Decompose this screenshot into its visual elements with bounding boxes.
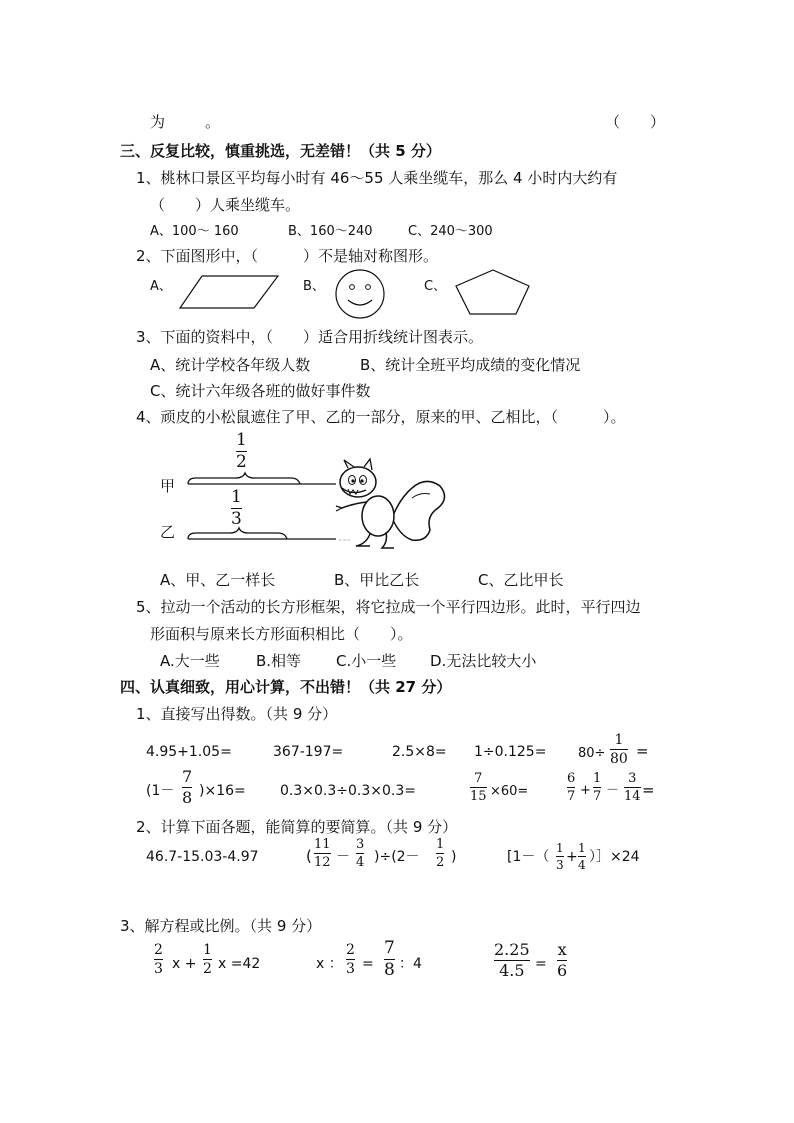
q2-option-a: A、 xyxy=(150,279,172,294)
label-yi: 乙 xyxy=(160,523,176,541)
eq3-fraction-a: 2.25 4.5 xyxy=(494,940,530,980)
eq2-eq: = xyxy=(362,956,374,972)
line-wei: 为 xyxy=(150,113,166,131)
eq2-fraction-a: 2 3 xyxy=(346,942,355,977)
parallelogram-icon xyxy=(178,274,288,314)
q4-option-b: B、甲比乙长 xyxy=(334,571,420,589)
q1-option-c: C、240～300 xyxy=(408,224,493,239)
simplify-e2-fraction-c: 1 2 xyxy=(436,837,445,870)
calc-e6-suffix: )×16= xyxy=(199,783,246,799)
q4-option-c: C、乙比甲长 xyxy=(478,571,564,589)
brace-yi xyxy=(186,527,346,547)
part1-title: 1、直接写出得数。（共 9 分） xyxy=(136,705,338,723)
q2-option-c: C、 xyxy=(424,279,447,294)
simplify-e2-mid: )÷(2－ xyxy=(374,849,420,865)
eq1-x2: x =42 xyxy=(218,956,261,972)
eq2-fraction-b: 7 8 xyxy=(384,938,395,980)
calc-e6-prefix: (1－ xyxy=(146,783,175,799)
eq3-fraction-b: x 6 xyxy=(557,940,568,980)
calc-e9-fraction-b: 1 7 xyxy=(593,771,602,804)
eq2-tail: ：4 xyxy=(399,956,422,972)
simplify-e2-op: － xyxy=(336,849,350,865)
calc-e9-eq: = xyxy=(642,781,655,799)
calc-e5-prefix: 80÷ xyxy=(578,746,606,761)
simplify-e3-open: [1－（ xyxy=(507,849,550,865)
eq1-fraction-b: 1 2 xyxy=(203,942,212,977)
eq1-fraction-a: 2 3 xyxy=(154,942,163,977)
calc-e9-op1: + xyxy=(580,783,591,798)
calc-e6-fraction: 7 8 xyxy=(182,767,193,807)
smiley-face-icon xyxy=(334,268,390,324)
q5-text: 5、拉动一个活动的长方形框架，将它拉成一个平行四边形。此时，平行四边 xyxy=(136,598,641,616)
part2-title: 2、计算下面各题，能简算的要简算。（共 9 分） xyxy=(136,818,458,836)
simplify-e3-close: ）］×24 xyxy=(589,849,640,865)
q3-option-b: B、统计全班平均成绩的变化情况 xyxy=(360,356,581,374)
answer-paren: （ ） xyxy=(605,113,666,131)
eq2-x: x ： xyxy=(316,956,343,972)
q3-option-c: C、统计六年级各班的做好事件数 xyxy=(150,382,371,400)
q5-text2: 形面积与原来长方形面积相比（ ）。 xyxy=(150,625,413,643)
q1-text: 1、桃林口景区平均每小时有 46～55 人乘坐缆车，那么 4 小时内大约有 xyxy=(136,169,618,187)
svg-text:~~~: ~~~ xyxy=(338,538,351,544)
q1-option-a: A、100～ 160 xyxy=(150,224,239,239)
calc-e5-eq: = xyxy=(636,742,649,760)
pentagon-icon xyxy=(454,268,534,318)
q4-text: 4、顽皮的小松鼠遮住了甲、乙的一部分，原来的甲、乙相比，（ ）。 xyxy=(136,408,626,426)
calc-e2: 367-197= xyxy=(273,744,344,760)
calc-e8-fraction: 7 15 xyxy=(470,771,487,804)
q5-option-c: C.小一些 xyxy=(336,652,397,670)
label-jia: 甲 xyxy=(160,477,176,495)
calc-e9-op2: － xyxy=(606,783,620,798)
q3-text: 3、下面的资料中，（ ）适合用折线统计图表示。 xyxy=(136,328,484,346)
brace-jia xyxy=(186,472,346,492)
q5-option-a: A.大一些 xyxy=(160,652,220,670)
squirrel-icon xyxy=(330,458,450,553)
simplify-e3-op: + xyxy=(566,849,578,865)
q2-text: 2、下面图形中，（ ）不是轴对称图形。 xyxy=(136,247,439,265)
simplify-e2-fraction-a: 11 12 xyxy=(314,837,331,870)
q1-text2: （ ）人乘坐缆车。 xyxy=(150,196,301,214)
calc-e9-fraction-c: 3 14 xyxy=(624,771,641,804)
line-dot: 。 xyxy=(205,113,221,131)
simplify-e3-fraction-b: 1 4 xyxy=(578,841,586,872)
simplify-e2-fraction-b: 3 4 xyxy=(356,837,365,870)
calc-e9-fraction-a: 6 7 xyxy=(567,771,576,804)
calc-e3: 2.5×8= xyxy=(392,744,447,760)
q5-option-b: B.相等 xyxy=(256,652,302,670)
fraction-yi: 1 3 xyxy=(231,487,242,529)
q1-option-b: B、160～240 xyxy=(288,224,373,239)
calc-e1: 4.95+1.05= xyxy=(146,744,232,760)
calc-e5-fraction: 1 80 xyxy=(610,732,628,767)
simplify-e2-open: ( xyxy=(306,847,312,865)
q2-option-b: B、 xyxy=(303,279,325,294)
simplify-e1: 46.7-15.03-4.97 xyxy=(146,849,259,865)
calc-e4: 1÷0.125= xyxy=(474,744,547,760)
section-3-title: 三、反复比较，慎重挑选，无差错！（共 5 分） xyxy=(120,142,441,160)
eq3-eq: = xyxy=(535,956,547,972)
q5-option-d: D.无法比较大小 xyxy=(430,652,537,670)
part3-title: 3、解方程或比例。（共 9 分） xyxy=(120,917,322,935)
simplify-e3-fraction-a: 1 3 xyxy=(556,841,564,872)
section-4-title: 四、认真细致，用心计算，不出错！（共 27 分） xyxy=(120,678,452,696)
q4-option-a: A、甲、乙一样长 xyxy=(160,571,276,589)
q3-option-a: A、统计学校各年级人数 xyxy=(150,356,311,374)
calc-e8-suffix: ×60= xyxy=(490,784,529,799)
simplify-e2-close: ) xyxy=(451,849,457,865)
eq1-x1: x + xyxy=(172,956,197,972)
calc-e7: 0.3×0.3÷0.3×0.3= xyxy=(280,783,416,799)
fraction-jia: 1 2 xyxy=(236,430,247,472)
